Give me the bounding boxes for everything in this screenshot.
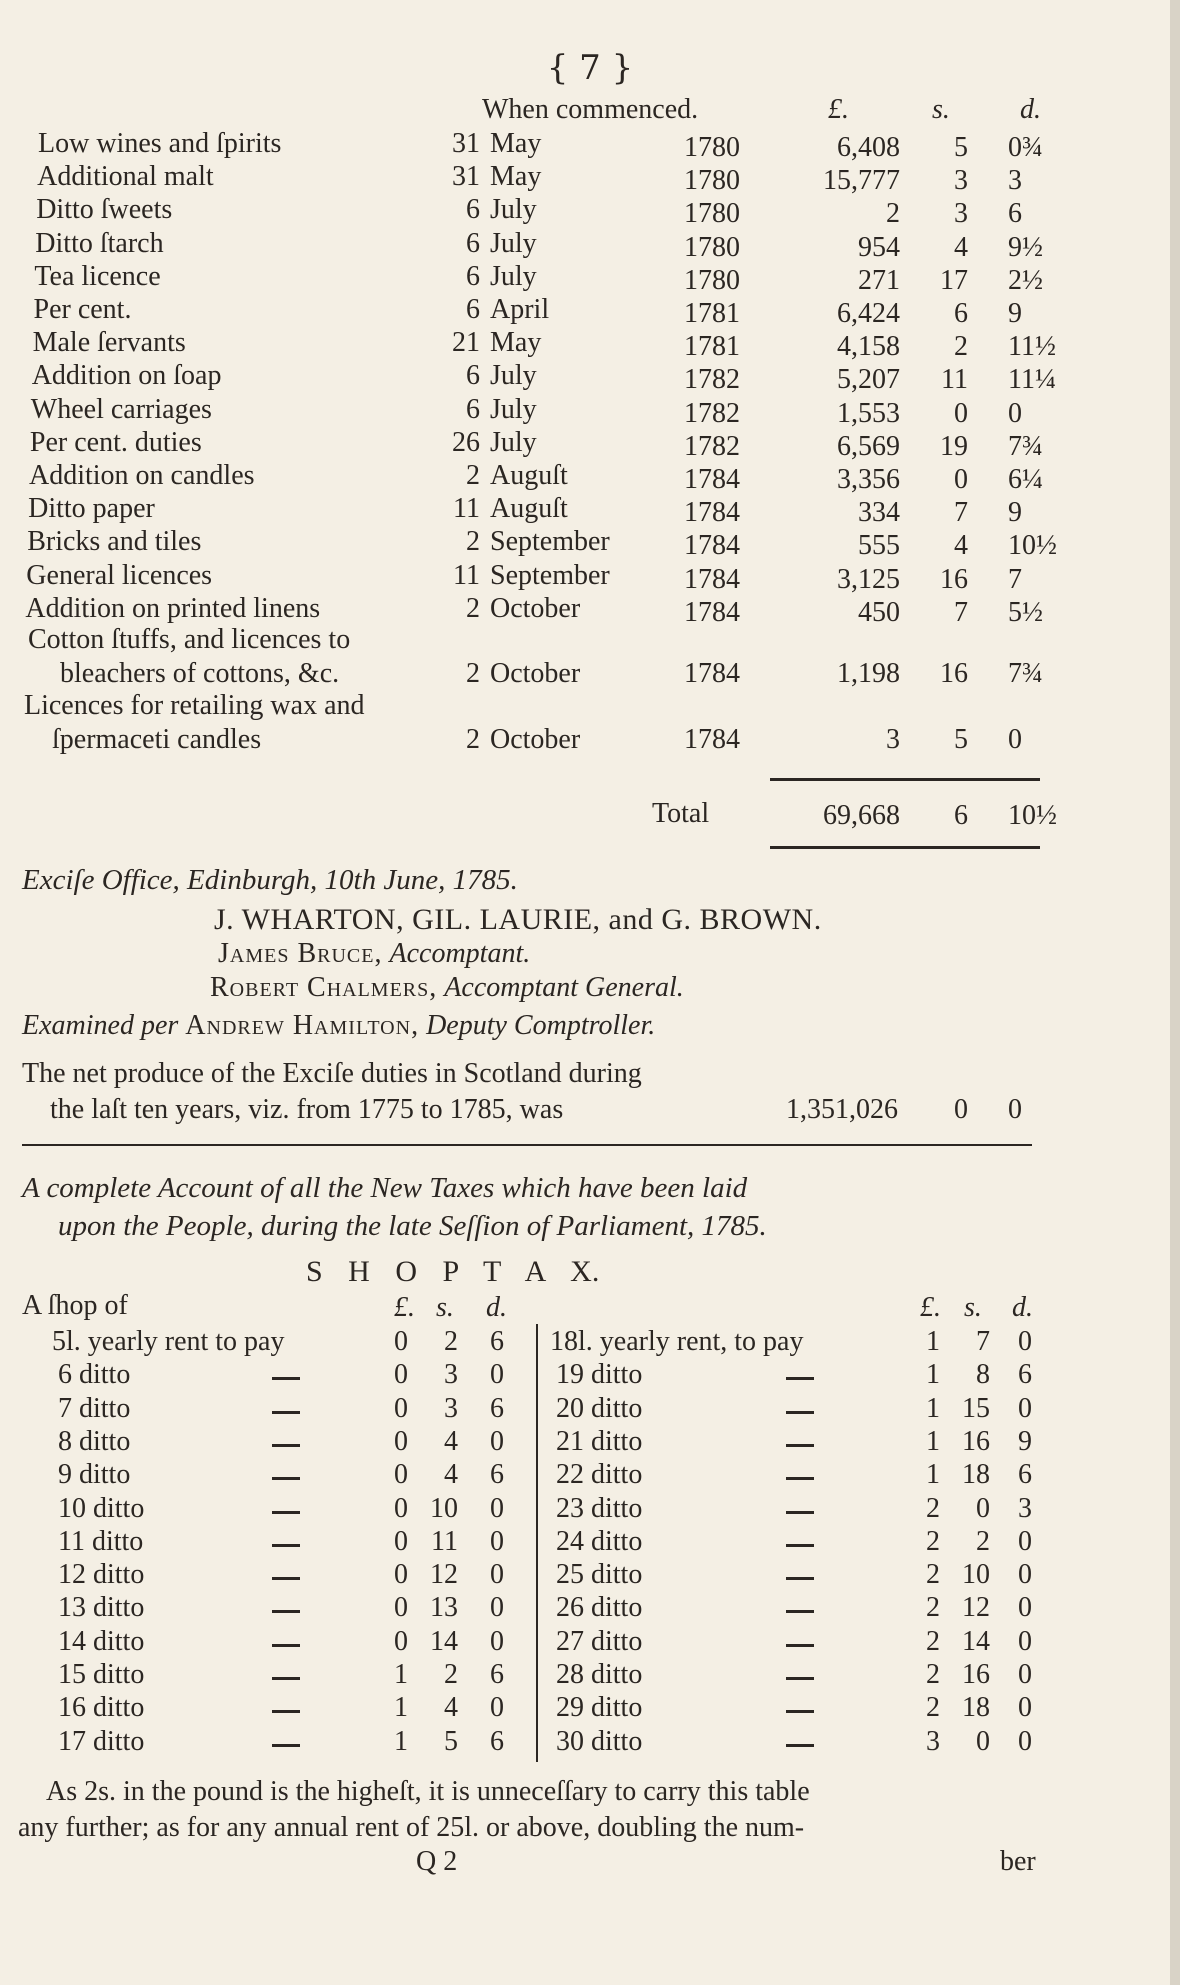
shop-row-shillings: 5 bbox=[444, 1725, 458, 1757]
table-row-label: Male ſervants bbox=[32, 327, 186, 359]
shop-row-shillings: 13 bbox=[430, 1592, 458, 1624]
examined-label: Examined per bbox=[22, 1010, 179, 1041]
shop-row-pence: 0 bbox=[1018, 1692, 1032, 1724]
shop-row-label: 25 ditto bbox=[556, 1559, 643, 1591]
shop-row-shillings: 18 bbox=[962, 1692, 990, 1724]
shop-row-label: 29 ditto bbox=[556, 1692, 643, 1724]
total-pounds: 69,668 bbox=[823, 800, 900, 831]
table-row-shillings: 11 bbox=[941, 364, 968, 396]
table-row-year: 1780 bbox=[684, 264, 740, 296]
shop-row-shillings: 12 bbox=[962, 1592, 990, 1624]
table-row-pence: 3 bbox=[1008, 165, 1022, 197]
table-row-label: Bricks and tiles bbox=[27, 526, 202, 558]
net-produce-line-1: The net produce of the Exciſe duties in Scotland during bbox=[22, 1058, 642, 1089]
dash-rule bbox=[786, 1577, 814, 1580]
shop-row-label: 15 ditto bbox=[58, 1659, 145, 1690]
table-row-month: October bbox=[490, 592, 581, 624]
table-row-pounds: 3,356 bbox=[837, 464, 900, 495]
table-row-label: Per cent. duties bbox=[29, 426, 202, 458]
header-when-commenced: When commenced. bbox=[482, 94, 699, 125]
table-row-month: July bbox=[490, 227, 537, 259]
net-produce-pence: 0 bbox=[1008, 1094, 1022, 1125]
table-row-day: 26 bbox=[452, 426, 480, 458]
table-row-year: 1781 bbox=[684, 331, 740, 363]
cotton-label-1: Cotton ſtuffs, and licences to bbox=[28, 624, 351, 655]
shop-row-label: 14 ditto bbox=[58, 1625, 145, 1657]
wax-month: October bbox=[490, 724, 581, 755]
table-row-month: September bbox=[490, 559, 610, 591]
shop-row-shillings: 8 bbox=[976, 1359, 990, 1391]
table-row-pence: 7 bbox=[1008, 563, 1022, 595]
total-shillings: 6 bbox=[954, 800, 968, 831]
shop-tax-column-divider bbox=[536, 1324, 538, 1762]
dash-rule bbox=[272, 1677, 300, 1680]
shop-row-pence: 6 bbox=[490, 1659, 504, 1690]
table-row-shillings: 4 bbox=[954, 231, 968, 263]
table-row-pence: 9 bbox=[1008, 298, 1022, 329]
table-row-month: May bbox=[490, 161, 542, 193]
shop-row-pence: 0 bbox=[1018, 1659, 1032, 1690]
dash-rule bbox=[272, 1444, 300, 1447]
table-row-pence: 11¼ bbox=[1008, 364, 1056, 396]
dash-rule bbox=[272, 1377, 300, 1380]
dash-rule bbox=[786, 1744, 814, 1747]
table-row-pounds: 954 bbox=[858, 231, 900, 263]
table-row-pence: 11½ bbox=[1008, 331, 1056, 363]
shop-row-pence: 6 bbox=[490, 1326, 504, 1357]
chalmers-role: Accomptant General. bbox=[444, 972, 684, 1003]
table-row-month: April bbox=[490, 294, 550, 325]
shop-row-label: 7 ditto bbox=[58, 1392, 131, 1424]
shop-row-pounds: 2 bbox=[926, 1659, 940, 1690]
dash-rule bbox=[272, 1477, 300, 1480]
shop-row-pence: 0 bbox=[490, 1692, 504, 1724]
table-row-label: Ditto ſtarch bbox=[35, 227, 164, 259]
shop-row-shillings: 14 bbox=[962, 1625, 990, 1657]
table-row-shillings: 3 bbox=[954, 198, 968, 230]
table-row-day: 11 bbox=[453, 493, 480, 525]
cotton-day: 2 bbox=[466, 658, 480, 689]
shop-row-shillings: 15 bbox=[962, 1392, 990, 1424]
table-row-pounds: 3,125 bbox=[837, 563, 900, 595]
table-row-month: July bbox=[490, 260, 537, 292]
table-row-shillings: 4 bbox=[954, 530, 968, 562]
shop-row-shillings: 7 bbox=[976, 1326, 990, 1357]
shop-row-pounds: 1 bbox=[394, 1692, 408, 1724]
shop-row-shillings: 0 bbox=[976, 1492, 990, 1524]
bruce-role: Accomptant. bbox=[389, 938, 531, 969]
wax-pounds: 3 bbox=[886, 724, 900, 755]
table-row-pence: 10½ bbox=[1008, 530, 1057, 562]
table-row-shillings: 16 bbox=[940, 563, 968, 595]
shop-tax-intro: A ſhop of bbox=[22, 1290, 128, 1321]
shop-row-pence: 6 bbox=[490, 1459, 504, 1491]
shop-row-pounds: 2 bbox=[926, 1692, 940, 1724]
shop-row-pence: 0 bbox=[1018, 1392, 1032, 1424]
shop-row-shillings: 12 bbox=[430, 1559, 458, 1591]
shop-row-label: 22 ditto bbox=[556, 1459, 643, 1491]
shop-row-shillings: 0 bbox=[976, 1725, 990, 1757]
table-row-shillings: 6 bbox=[954, 298, 968, 329]
table-row-day: 6 bbox=[466, 260, 480, 292]
bruce-line bbox=[218, 938, 530, 970]
shop-row-pence: 0 bbox=[490, 1492, 504, 1524]
table-row-label: Addition on ſoap bbox=[31, 360, 222, 392]
shop-row-pence: 6 bbox=[1018, 1359, 1032, 1391]
new-taxes-line-1: A complete Account of all the New Taxes which have been laid bbox=[22, 1172, 748, 1204]
table-row-pounds: 271 bbox=[858, 264, 900, 296]
shop-row-label: 23 ditto bbox=[556, 1492, 643, 1524]
bruce-name: James Bruce, bbox=[218, 938, 383, 969]
header-pence: d. bbox=[1020, 94, 1041, 125]
table-row-label: Additional malt bbox=[37, 161, 214, 193]
shop-row-pounds: 0 bbox=[394, 1625, 408, 1657]
table-row-label: Per cent. bbox=[33, 294, 132, 325]
chalmers-name: Robert Chalmers, bbox=[210, 972, 438, 1003]
attestation-place: Exciſe Office, Edinburgh, 10th June, 1785. bbox=[22, 864, 518, 896]
shop-row-shillings: 2 bbox=[444, 1659, 458, 1690]
table-row-month: September bbox=[490, 526, 610, 558]
shop-col-shillings-right: s. bbox=[964, 1292, 982, 1323]
table-row-month: July bbox=[490, 393, 537, 425]
wax-pence: 0 bbox=[1008, 724, 1022, 755]
shop-row-pounds: 0 bbox=[394, 1592, 408, 1624]
shop-row-pence: 6 bbox=[490, 1392, 504, 1424]
table-row-year: 1784 bbox=[684, 596, 740, 628]
shop-row-label: 20 ditto bbox=[556, 1392, 643, 1424]
table-row-shillings: 7 bbox=[954, 497, 968, 529]
shop-row-shillings: 3 bbox=[444, 1359, 458, 1391]
shop-row-pence: 0 bbox=[490, 1559, 504, 1591]
total-rule-top bbox=[770, 778, 1040, 781]
shop-row-pounds: 2 bbox=[926, 1492, 940, 1524]
table-row-day: 2 bbox=[466, 592, 480, 624]
shop-row-pounds: 1 bbox=[926, 1359, 940, 1391]
table-row-day: 6 bbox=[466, 227, 480, 259]
table-row-year: 1782 bbox=[684, 397, 740, 429]
table-row-month: May bbox=[490, 128, 542, 159]
signature-mark: Q 2 bbox=[416, 1846, 458, 1877]
table-row-day: 31 bbox=[452, 161, 480, 193]
examined-name: Andrew Hamilton, bbox=[185, 1010, 420, 1041]
table-row-month: Auguſt bbox=[490, 460, 568, 491]
table-row-label: Low wines and ſpirits bbox=[38, 128, 282, 159]
cotton-label-2: bleachers of cottons, &c. bbox=[60, 658, 340, 689]
table-row-pounds: 4,158 bbox=[837, 331, 900, 363]
table-row-pounds: 5,207 bbox=[837, 364, 900, 396]
table-row-shillings: 2 bbox=[954, 331, 968, 363]
dash-rule bbox=[786, 1411, 814, 1414]
shop-row-pounds: 1 bbox=[926, 1425, 940, 1457]
table-row-day: 31 bbox=[452, 128, 480, 159]
table-row-label: Addition on printed linens bbox=[25, 592, 321, 624]
total-rule-bottom bbox=[770, 846, 1040, 849]
table-row-pence: 6 bbox=[1008, 198, 1022, 230]
table-row-pence: 7¾ bbox=[1008, 430, 1043, 462]
shop-row-pounds: 1 bbox=[394, 1725, 408, 1757]
total-label: Total bbox=[652, 798, 710, 829]
shop-row-pounds: 0 bbox=[394, 1559, 408, 1591]
shop-row-label: 27 ditto bbox=[556, 1625, 643, 1657]
shop-row-pounds: 0 bbox=[394, 1359, 408, 1391]
shop-row-pounds: 2 bbox=[926, 1525, 940, 1557]
shop-row-label: 5l. yearly rent to pay bbox=[52, 1326, 285, 1357]
shop-row-label: 10 ditto bbox=[58, 1492, 145, 1524]
shop-row-shillings: 2 bbox=[444, 1326, 458, 1357]
shop-row-shillings: 14 bbox=[430, 1625, 458, 1657]
shop-row-pounds: 2 bbox=[926, 1625, 940, 1657]
shop-row-pence: 0 bbox=[1018, 1559, 1032, 1591]
wax-label-2: ſpermaceti candles bbox=[52, 724, 262, 755]
table-row-year: 1781 bbox=[684, 298, 740, 329]
table-row-year: 1784 bbox=[684, 497, 740, 529]
table-row-pounds: 6,408 bbox=[837, 132, 900, 163]
shop-row-shillings: 10 bbox=[962, 1559, 990, 1591]
table-row-label: Ditto paper bbox=[28, 493, 155, 525]
table-row-shillings: 0 bbox=[954, 397, 968, 429]
shop-row-pounds: 0 bbox=[394, 1425, 408, 1457]
table-row-shillings: 19 bbox=[940, 430, 968, 462]
chalmers-line bbox=[210, 972, 684, 1004]
table-row-label: General licences bbox=[26, 559, 213, 591]
table-row-pounds: 15,777 bbox=[823, 165, 900, 197]
dash-rule bbox=[786, 1644, 814, 1647]
table-row-label: Addition on candles bbox=[29, 460, 255, 491]
shop-row-pence: 0 bbox=[1018, 1592, 1032, 1624]
table-row-day: 11 bbox=[453, 559, 480, 591]
shop-row-label: 8 ditto bbox=[58, 1425, 131, 1457]
shop-row-label: 18l. yearly rent, to pay bbox=[550, 1326, 804, 1357]
shop-col-pounds-right: £. bbox=[920, 1292, 941, 1323]
table-row-shillings: 0 bbox=[954, 464, 968, 495]
table-row-day: 2 bbox=[466, 526, 480, 558]
shop-row-label: 9 ditto bbox=[58, 1459, 131, 1491]
shop-row-pounds: 0 bbox=[394, 1492, 408, 1524]
table-row-year: 1780 bbox=[684, 231, 740, 263]
shop-row-label: 21 ditto bbox=[556, 1425, 643, 1457]
shop-row-pounds: 1 bbox=[926, 1392, 940, 1424]
table-row-pence: 9½ bbox=[1008, 231, 1043, 263]
table-row-month: July bbox=[490, 426, 537, 458]
dash-rule bbox=[272, 1644, 300, 1647]
page-number: { 7 } bbox=[546, 48, 634, 88]
dash-rule bbox=[272, 1744, 300, 1747]
catchword: ber bbox=[1000, 1846, 1036, 1877]
dash-rule bbox=[786, 1544, 814, 1547]
table-row-year: 1782 bbox=[684, 364, 740, 396]
wax-day: 2 bbox=[466, 724, 480, 755]
table-row-day: 6 bbox=[466, 393, 480, 425]
shop-row-pence: 3 bbox=[1018, 1492, 1032, 1524]
shop-row-pence: 0 bbox=[490, 1592, 504, 1624]
shop-row-pounds: 1 bbox=[926, 1459, 940, 1491]
table-row-day: 21 bbox=[452, 327, 480, 359]
table-row-label: Ditto ſweets bbox=[36, 194, 173, 226]
table-row-day: 2 bbox=[466, 460, 480, 491]
shop-row-shillings: 4 bbox=[444, 1692, 458, 1724]
dash-rule bbox=[272, 1610, 300, 1613]
shop-col-shillings-left: s. bbox=[436, 1292, 454, 1323]
shop-row-shillings: 16 bbox=[962, 1425, 990, 1457]
table-row-pence: 6¼ bbox=[1008, 464, 1043, 495]
section-divider bbox=[22, 1144, 1032, 1146]
dash-rule bbox=[272, 1710, 300, 1713]
cotton-month: October bbox=[490, 658, 581, 689]
table-row-day: 6 bbox=[466, 194, 480, 226]
table-row-pounds: 2 bbox=[886, 198, 900, 230]
shop-row-label: 19 ditto bbox=[556, 1359, 643, 1391]
wax-shillings: 5 bbox=[954, 724, 968, 755]
table-row-pence: 0¾ bbox=[1008, 132, 1043, 163]
shop-tax-title: S H O P T A X. bbox=[306, 1255, 600, 1288]
table-row-pence: 2½ bbox=[1008, 264, 1043, 296]
table-row-pounds: 334 bbox=[858, 497, 900, 529]
shop-row-pounds: 2 bbox=[926, 1559, 940, 1591]
table-row-year: 1784 bbox=[684, 563, 740, 595]
cotton-pence: 7¾ bbox=[1008, 658, 1043, 689]
shop-row-label: 17 ditto bbox=[58, 1725, 145, 1757]
dash-rule bbox=[786, 1377, 814, 1380]
table-row-day: 6 bbox=[466, 294, 480, 325]
shop-row-shillings: 16 bbox=[962, 1659, 990, 1690]
dash-rule bbox=[786, 1444, 814, 1447]
shop-row-label: 13 ditto bbox=[58, 1592, 145, 1624]
shop-col-pounds-left: £. bbox=[394, 1292, 415, 1323]
table-row-year: 1780 bbox=[684, 165, 740, 197]
table-row-year: 1784 bbox=[684, 464, 740, 495]
cotton-pounds: 1,198 bbox=[837, 658, 900, 689]
cotton-shillings: 16 bbox=[940, 658, 968, 689]
table-row-pounds: 555 bbox=[858, 530, 900, 562]
table-row-month: May bbox=[490, 327, 542, 359]
footer-line-1: As 2s. in the pound is the higheſt, it is unneceſſary to carry this table bbox=[46, 1776, 810, 1807]
table-row-month: July bbox=[490, 194, 537, 226]
dash-rule bbox=[272, 1511, 300, 1514]
shop-row-shillings: 3 bbox=[444, 1392, 458, 1424]
shop-row-pounds: 0 bbox=[394, 1525, 408, 1557]
dash-rule bbox=[786, 1511, 814, 1514]
table-row-year: 1784 bbox=[684, 530, 740, 562]
table-row-pounds: 6,569 bbox=[837, 430, 900, 462]
dash-rule bbox=[272, 1411, 300, 1414]
table-row-month: Auguſt bbox=[490, 493, 568, 525]
shop-row-pence: 0 bbox=[490, 1525, 504, 1557]
dash-rule bbox=[786, 1710, 814, 1713]
table-row-shillings: 17 bbox=[940, 264, 968, 296]
shop-row-pence: 0 bbox=[1018, 1625, 1032, 1657]
table-row-pounds: 6,424 bbox=[837, 298, 900, 329]
shop-col-pence-right: d. bbox=[1012, 1292, 1033, 1323]
shop-row-pence: 0 bbox=[1018, 1326, 1032, 1357]
examined-line bbox=[22, 1010, 655, 1042]
dash-rule bbox=[786, 1677, 814, 1680]
table-row-pounds: 1,553 bbox=[837, 397, 900, 429]
table-row-pounds: 450 bbox=[858, 596, 900, 628]
shop-row-shillings: 4 bbox=[444, 1459, 458, 1491]
shop-row-pence: 0 bbox=[490, 1425, 504, 1457]
shop-row-label: 11 ditto bbox=[58, 1525, 144, 1557]
shop-row-pence: 0 bbox=[490, 1625, 504, 1657]
shop-row-label: 6 ditto bbox=[58, 1359, 131, 1391]
shop-row-pounds: 0 bbox=[394, 1459, 408, 1491]
shop-row-label: 16 ditto bbox=[58, 1692, 145, 1724]
shop-row-pence: 6 bbox=[1018, 1459, 1032, 1491]
table-row-label: Wheel carriages bbox=[30, 393, 212, 425]
shop-row-shillings: 18 bbox=[962, 1459, 990, 1491]
shop-row-shillings: 2 bbox=[976, 1525, 990, 1557]
shop-row-pence: 0 bbox=[490, 1359, 504, 1391]
cotton-year: 1784 bbox=[684, 658, 740, 689]
shop-row-label: 24 ditto bbox=[556, 1525, 643, 1557]
wax-label-1: Licences for retailing wax and bbox=[24, 690, 365, 721]
wax-year: 1784 bbox=[684, 724, 740, 755]
attestation-signers: J. WHARTON, GIL. LAURIE, and G. BROWN. bbox=[214, 903, 822, 936]
shop-row-label: 30 ditto bbox=[556, 1725, 643, 1757]
shop-row-shillings: 4 bbox=[444, 1425, 458, 1457]
shop-row-label: 26 ditto bbox=[556, 1592, 643, 1624]
dash-rule bbox=[786, 1610, 814, 1613]
shop-row-shillings: 11 bbox=[431, 1525, 458, 1557]
shop-col-pence-left: d. bbox=[486, 1292, 507, 1323]
table-row-shillings: 3 bbox=[954, 165, 968, 197]
net-produce-line-2: the laſt ten years, viz. from 1775 to 1785, was bbox=[50, 1094, 564, 1125]
shop-row-pounds: 2 bbox=[926, 1592, 940, 1624]
table-row-day: 6 bbox=[466, 360, 480, 392]
table-row-year: 1780 bbox=[684, 132, 740, 163]
table-row-label: Tea licence bbox=[34, 260, 161, 292]
table-row-pence: 0 bbox=[1008, 397, 1022, 429]
shop-row-pounds: 1 bbox=[394, 1659, 408, 1690]
table-row-pence: 5½ bbox=[1008, 596, 1043, 628]
table-row-shillings: 7 bbox=[954, 596, 968, 628]
table-row-year: 1780 bbox=[684, 198, 740, 230]
examined-role: Deputy Comptroller. bbox=[426, 1010, 656, 1041]
net-produce-shillings: 0 bbox=[954, 1094, 968, 1125]
table-row-shillings: 5 bbox=[954, 132, 968, 163]
shop-row-pounds: 0 bbox=[394, 1392, 408, 1424]
shop-row-pounds: 0 bbox=[394, 1326, 408, 1357]
dash-rule bbox=[272, 1544, 300, 1547]
shop-row-label: 12 ditto bbox=[58, 1559, 145, 1591]
shop-row-label: 28 ditto bbox=[556, 1659, 643, 1690]
dash-rule bbox=[272, 1577, 300, 1580]
new-taxes-line-2: upon the People, during the late Seſſion of Parliament, 1785. bbox=[58, 1210, 767, 1242]
total-pence: 10½ bbox=[1008, 800, 1057, 831]
table-row-pence: 9 bbox=[1008, 497, 1022, 529]
dash-rule bbox=[786, 1477, 814, 1480]
net-produce-pounds: 1,351,026 bbox=[786, 1094, 898, 1125]
table-row-month: July bbox=[490, 360, 537, 392]
header-shillings: s. bbox=[932, 94, 950, 125]
footer-line-2: any further; as for any annual rent of 25l. or above, doubling the num- bbox=[18, 1812, 805, 1843]
shop-row-pence: 0 bbox=[1018, 1725, 1032, 1757]
table-row-year: 1782 bbox=[684, 430, 740, 462]
header-pounds: £. bbox=[828, 94, 849, 125]
shop-row-pounds: 3 bbox=[926, 1725, 940, 1757]
shop-row-pounds: 1 bbox=[926, 1326, 940, 1357]
shop-row-pence: 0 bbox=[1018, 1525, 1032, 1557]
shop-row-shillings: 10 bbox=[430, 1492, 458, 1524]
shop-row-pence: 9 bbox=[1018, 1425, 1032, 1457]
shop-row-pence: 6 bbox=[490, 1725, 504, 1757]
